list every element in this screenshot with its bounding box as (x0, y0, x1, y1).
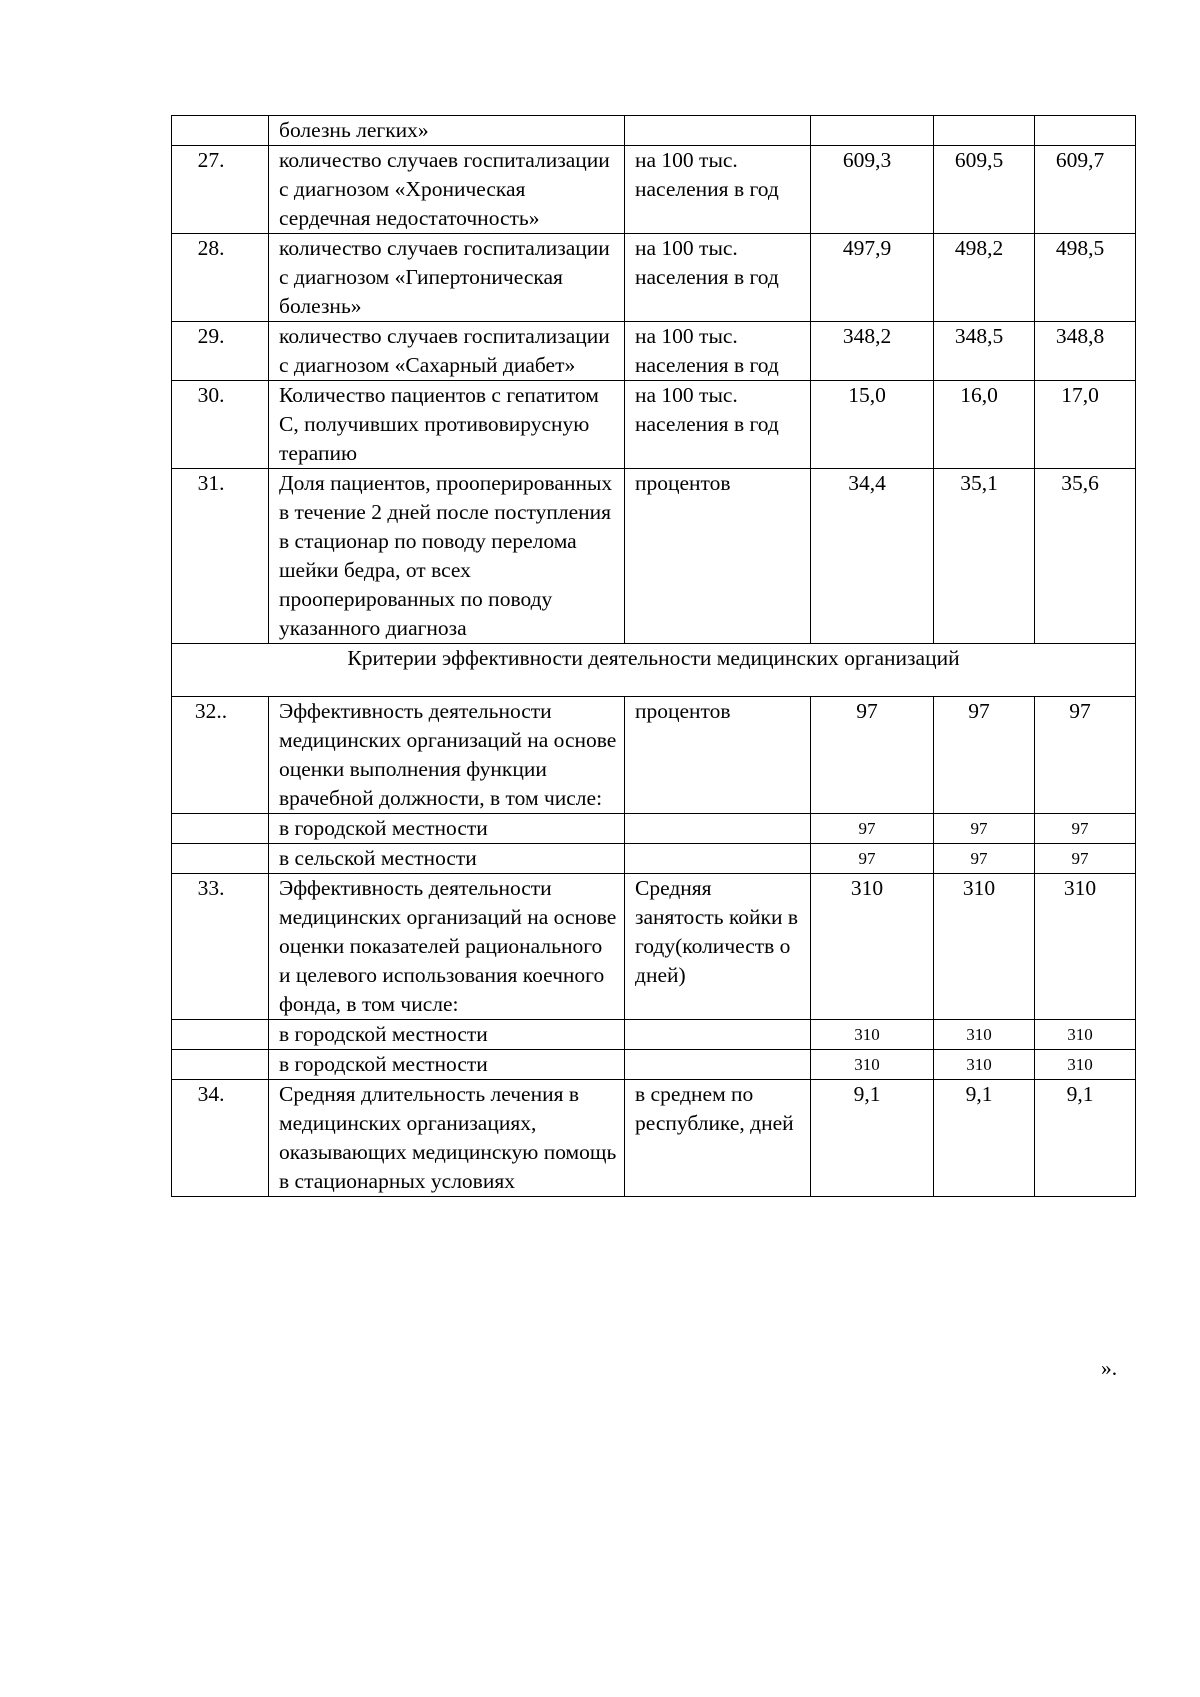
value-3: 97 (1035, 844, 1136, 874)
row-number (172, 814, 269, 844)
table-row (172, 1080, 1136, 1197)
table-row (172, 381, 1136, 469)
value-1: 97 (811, 844, 934, 874)
unit (625, 844, 811, 874)
value-2: 35,1 (934, 469, 1035, 644)
value-3: 35,6 (1035, 469, 1136, 644)
indicator-name: в городской местности (269, 814, 625, 844)
table-row (172, 874, 1136, 1020)
table-row (172, 116, 1136, 146)
value-2: 310 (934, 874, 1035, 1020)
indicator-name: болезнь легких» (269, 116, 625, 146)
row-number (172, 844, 269, 874)
table-row (172, 146, 1136, 234)
value-1: 15,0 (811, 381, 934, 469)
row-number: 29. (172, 322, 269, 381)
value-1: 310 (811, 874, 934, 1020)
value-3: 97 (1035, 697, 1136, 814)
value-3: 17,0 (1035, 381, 1136, 469)
value-1: 9,1 (811, 1080, 934, 1197)
row-number (172, 1050, 269, 1080)
table-row (172, 697, 1136, 814)
value-1: 310 (811, 1050, 934, 1080)
value-1: 97 (811, 814, 934, 844)
value-2: 97 (934, 697, 1035, 814)
value-1: 609,3 (811, 146, 934, 234)
value-2: 609,5 (934, 146, 1035, 234)
row-number: 33. (172, 874, 269, 1020)
value-1: 497,9 (811, 234, 934, 322)
value-3: 310 (1035, 1020, 1136, 1050)
value-3 (1035, 116, 1136, 146)
unit: Средняя занятость койки в году(количеств о дней) (625, 874, 811, 1020)
value-1: 34,4 (811, 469, 934, 644)
indicator-name: Эффективность деятельности медицинских организаций на основе оценки показателей рационального и целевого использования коечного фонда, в том числе: (269, 874, 625, 1020)
indicator-name: в городской местности (269, 1020, 625, 1050)
unit: на 100 тыс. населения в год (625, 322, 811, 381)
value-2: 348,5 (934, 322, 1035, 381)
value-2: 498,2 (934, 234, 1035, 322)
indicator-name: количество случаев госпитализации с диагнозом «Хроническая сердечная недостаточность» (269, 146, 625, 234)
row-number: 32.. (172, 697, 269, 814)
row-number: 27. (172, 146, 269, 234)
indicator-name: Эффективность деятельности медицинских организаций на основе оценки выполнения функции врачебной должности, в том числе: (269, 697, 625, 814)
value-3: 97 (1035, 814, 1136, 844)
value-2: 9,1 (934, 1080, 1035, 1197)
indicator-name: количество случаев госпитализации с диагнозом «Гипертоническая болезнь» (269, 234, 625, 322)
row-number (172, 116, 269, 146)
unit: на 100 тыс. населения в год (625, 234, 811, 322)
table-row (172, 844, 1136, 874)
indicators-table (171, 115, 1136, 1197)
value-1: 97 (811, 697, 934, 814)
row-number: 31. (172, 469, 269, 644)
table-row (172, 1020, 1136, 1050)
value-2: 97 (934, 814, 1035, 844)
unit: на 100 тыс. населения в год (625, 146, 811, 234)
value-2: 97 (934, 844, 1035, 874)
value-3: 609,7 (1035, 146, 1136, 234)
unit (625, 1050, 811, 1080)
unit: в среднем по республике, дней (625, 1080, 811, 1197)
indicator-name: Количество пациентов с гепатитом С, получивших противовирусную терапию (269, 381, 625, 469)
unit (625, 1020, 811, 1050)
indicator-name: Доля пациентов, прооперированных в течение 2 дней после поступления в стационар по поводу перелома шейки бедра, от всех прооперированных по поводу указанного диагноза (269, 469, 625, 644)
row-number (172, 1020, 269, 1050)
table-row (172, 234, 1136, 322)
value-1: 348,2 (811, 322, 934, 381)
value-3: 498,5 (1035, 234, 1136, 322)
unit (625, 814, 811, 844)
value-3: 9,1 (1035, 1080, 1136, 1197)
indicator-name: в городской местности (269, 1050, 625, 1080)
indicator-name: Средняя длительность лечения в медицинских организациях, оказывающих медицинскую помощь в стационарных условиях (269, 1080, 625, 1197)
value-2 (934, 116, 1035, 146)
table-row (172, 469, 1136, 644)
value-2: 310 (934, 1020, 1035, 1050)
value-1 (811, 116, 934, 146)
row-number: 28. (172, 234, 269, 322)
closing-quote: ». (1101, 1356, 1118, 1380)
indicator-name: количество случаев госпитализации с диагнозом «Сахарный диабет» (269, 322, 625, 381)
section-heading: Критерии эффективности деятельности медицинских организаций (172, 644, 1136, 697)
table-row (172, 322, 1136, 381)
unit: процентов (625, 469, 811, 644)
table-row (172, 814, 1136, 844)
value-2: 310 (934, 1050, 1035, 1080)
indicator-name: в сельской местности (269, 844, 625, 874)
unit: на 100 тыс. населения в год (625, 381, 811, 469)
value-3: 310 (1035, 1050, 1136, 1080)
value-1: 310 (811, 1020, 934, 1050)
value-3: 348,8 (1035, 322, 1136, 381)
value-2: 16,0 (934, 381, 1035, 469)
row-number: 30. (172, 381, 269, 469)
unit (625, 116, 811, 146)
row-number: 34. (172, 1080, 269, 1197)
table-row (172, 1050, 1136, 1080)
value-3: 310 (1035, 874, 1136, 1020)
section-row (172, 644, 1136, 697)
unit: процентов (625, 697, 811, 814)
